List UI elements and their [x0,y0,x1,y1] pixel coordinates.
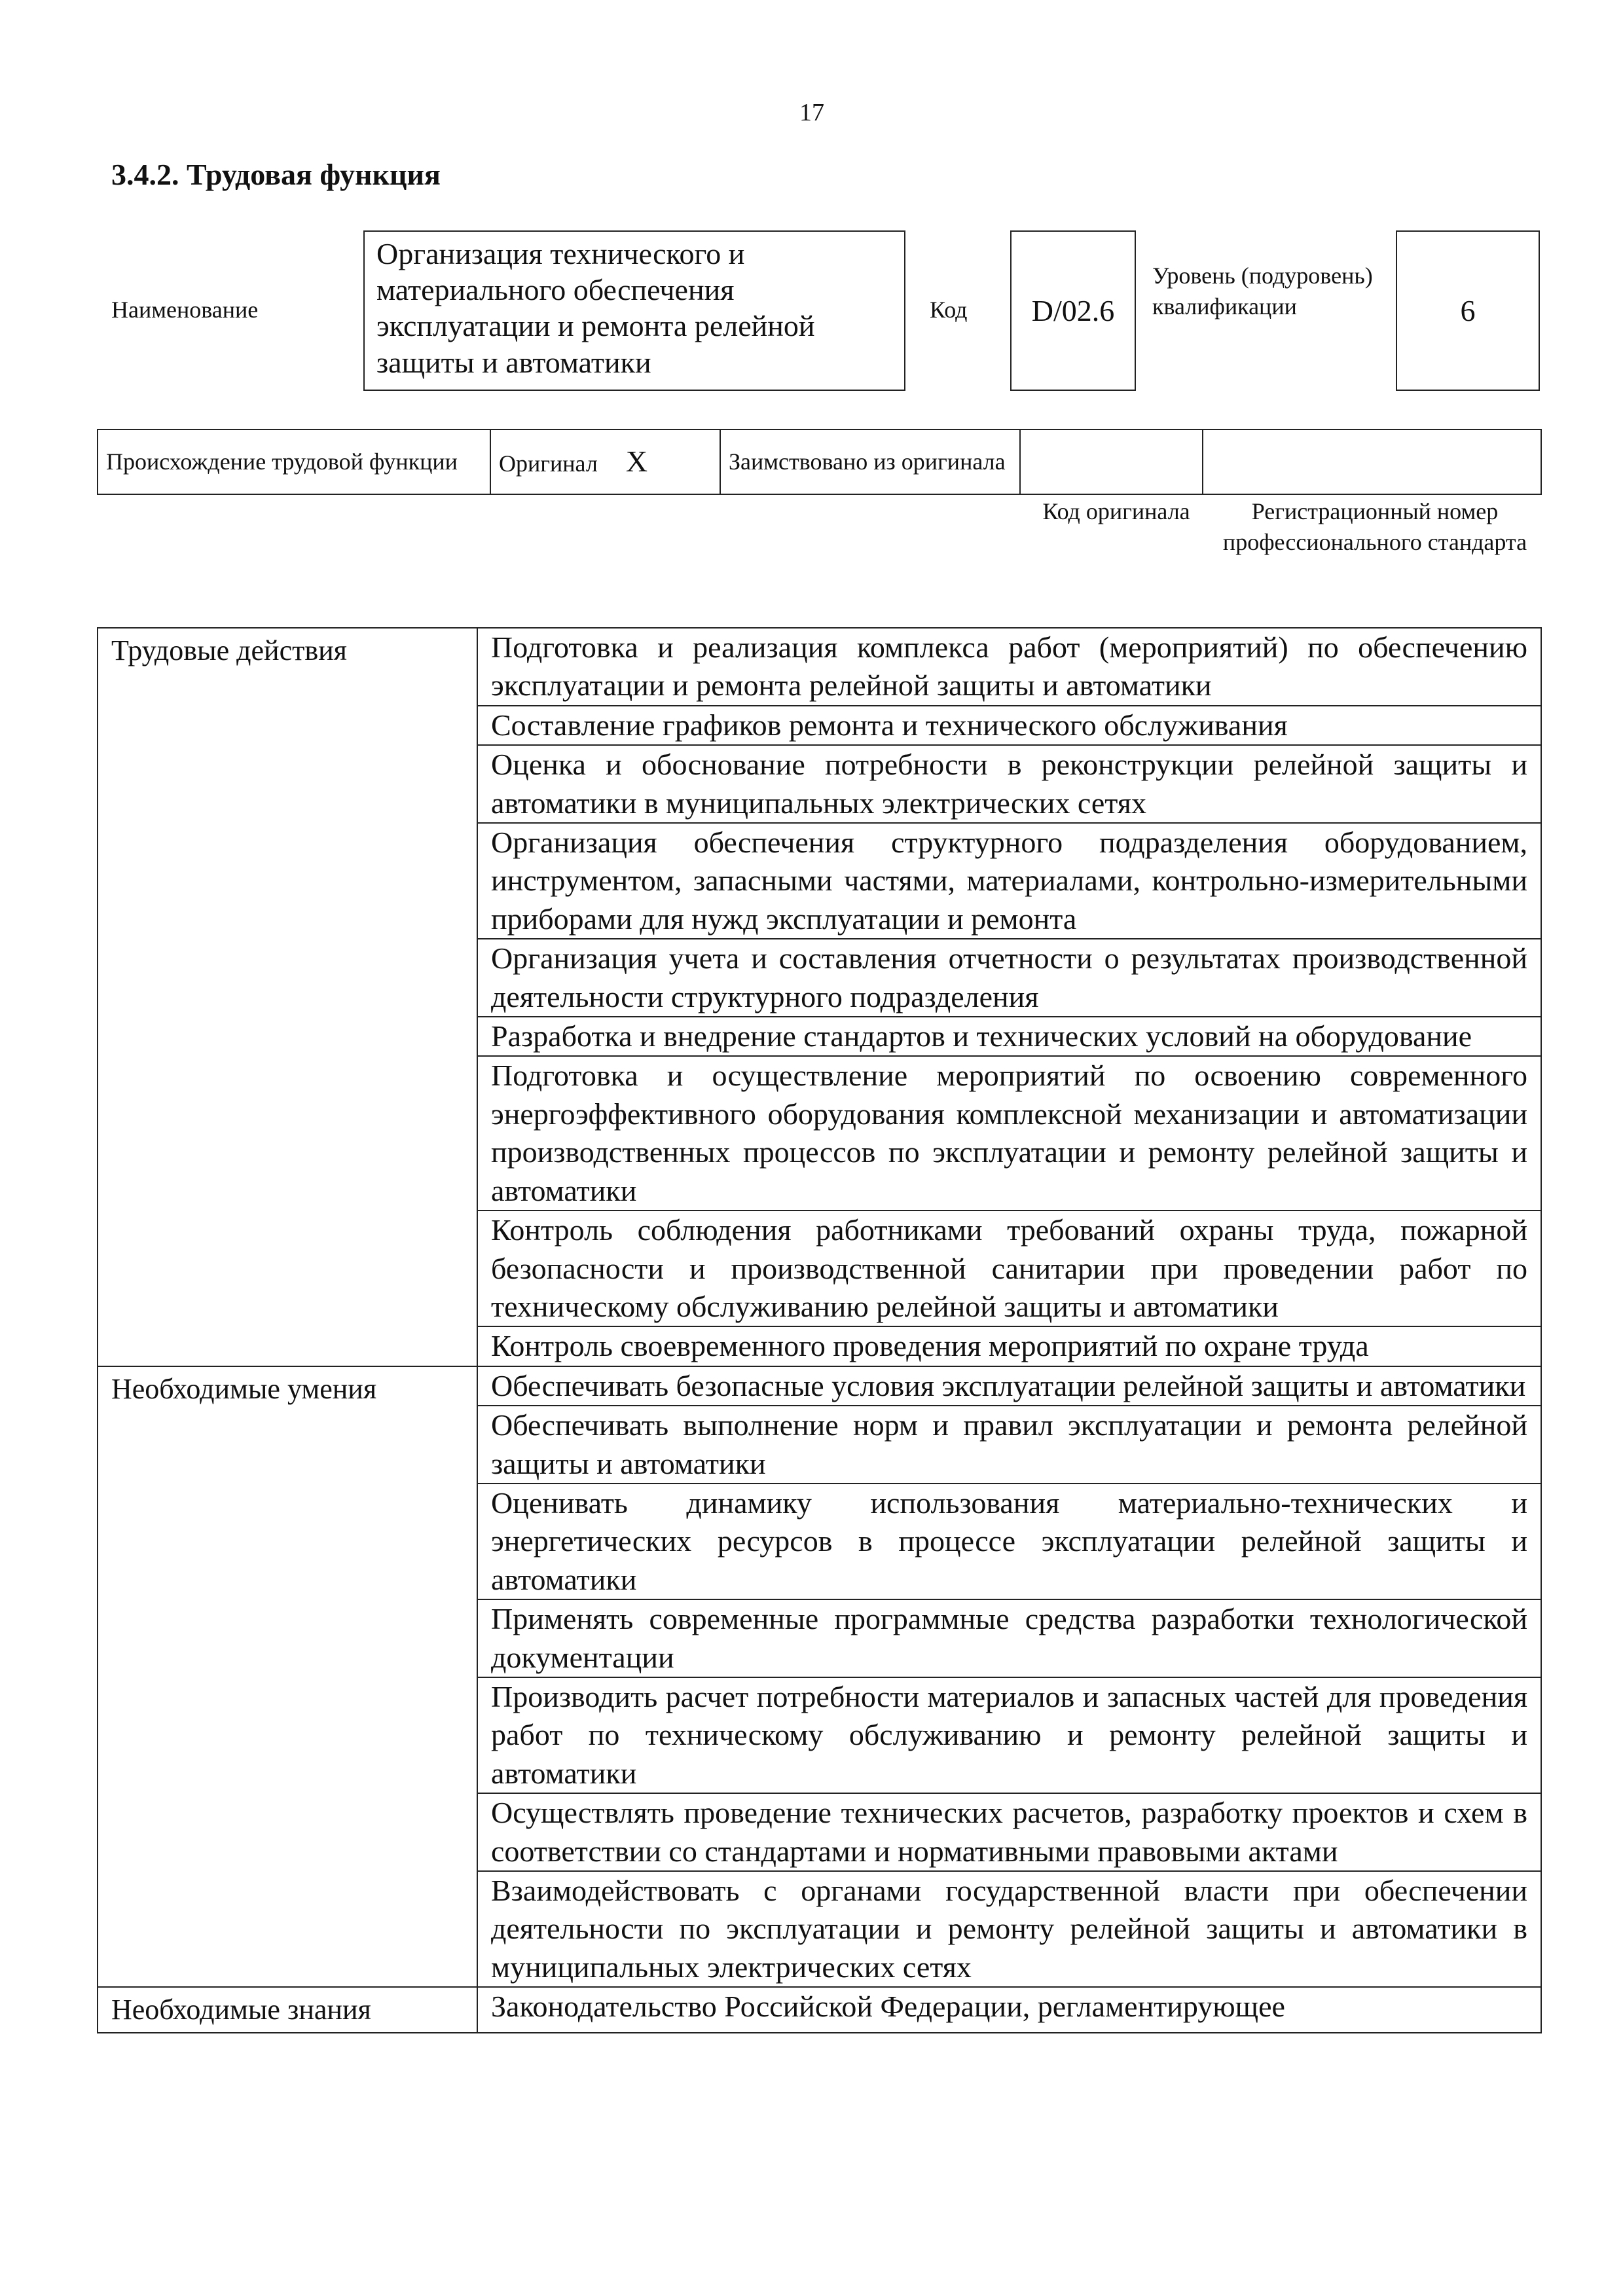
origin-label: Происхождение трудовой функции [98,429,490,494]
original-code-cell [1020,429,1203,494]
required-skills-item: Оценивать динамику использования материально-технических и энергетических ресурсов в процессе эксплуатации релейной защиты и автоматики [477,1484,1541,1599]
labor-actions-item: Подготовка и осуществление мероприятий по освоению современного энергоэффективного оборудования комплексной механизации и автоматизации производственных процессов по эксплуатации и ремонту релейной защиты и автоматики [477,1056,1541,1211]
function-code-box: D/02.6 [1010,230,1136,391]
name-label: Наименование [111,297,259,323]
labor-actions-item: Разработка и внедрение стандартов и технических условий на оборудование [477,1017,1541,1056]
table-row [98,628,1541,706]
required-skills-item: Взаимодействовать с органами государственной власти при обеспечении деятельности по эксплуатации и ремонту релейной защиты и автоматики в муниципальных электрических сетях [477,1871,1541,1987]
borrowed-label: Заимствовано из оригинала [720,429,1020,494]
labor-actions-item: Контроль своевременного проведения мероприятий по охране труда [477,1326,1541,1366]
required-skills-item: Применять современные программные средства разработки технологической документации [477,1599,1541,1677]
required-skills-item: Производить расчет потребности материалов и запасных частей для проведения работ по техническому обслуживанию и ремонту релейной защиты и автоматики [477,1677,1541,1793]
labor-actions-item: Оценка и обоснование потребности в реконструкции релейной защиты и автоматики в муниципальных электрических сетях [477,745,1541,823]
original-code-caption: Код оригинала [1042,498,1190,524]
registration-number-caption: Регистрационный номер профессионального стандарта [1222,498,1527,555]
page-number: 17 [799,99,824,126]
required-skills-item: Обеспечивать выполнение норм и правил эксплуатации и ремонта релейной защиты и автоматики [477,1406,1541,1484]
labor-actions-label: Трудовые действия [98,628,477,1366]
labor-actions-item: Организация обеспечения структурного подразделения оборудованием, инструментом, запасными частями, материалами, контрольно-измерительными приборами для нужд эксплуатации и ремонта [477,823,1541,939]
labor-function-table [97,627,1542,2033]
level-label: Уровень (подуровень) квалификации [1152,263,1373,319]
required-skills-label: Необходимые умения [98,1366,477,1988]
labor-actions-item: Составление графиков ремонта и технического обслуживания [477,706,1541,745]
origin-table [97,429,1542,495]
table-row [98,1366,1541,1406]
origin-original-cell [490,429,720,494]
labor-actions-item: Контроль соблюдения работниками требований охраны труда, пожарной безопасности и производственной санитарии при проведении работ по техническому обслуживанию релейной защиты и автоматики [477,1211,1541,1326]
required-skills-item: Обеспечивать безопасные условия эксплуатации релейной защиты и автоматики [477,1366,1541,1406]
original-label: Оригинал [499,450,598,477]
registration-number-cell [1203,429,1541,494]
table-row [98,1987,1541,2033]
labor-actions-item: Подготовка и реализация комплекса работ (мероприятий) по обеспечению эксплуатации и ремонта релейной защиты и автоматики [477,628,1541,706]
required-knowledge-item: Законодательство Российской Федерации, регламентирующее [477,1987,1541,2033]
required-knowledge-label: Необходимые знания [98,1987,477,2033]
code-label: Код [930,297,968,323]
section-title: 3.4.2. Трудовая функция [111,158,441,191]
qualification-level-box: 6 [1396,230,1540,391]
original-mark: X [625,445,648,479]
function-name-box: Организация технического и материального обеспечения эксплуатации и ремонта релейной защиты и автоматики [363,230,905,391]
labor-actions-item: Организация учета и составления отчетности о результатах производственной деятельности структурного подразделения [477,939,1541,1017]
required-skills-item: Осуществлять проведение технических расчетов, разработку проектов и схем в соответствии со стандартами и нормативными правовыми актами [477,1793,1541,1871]
